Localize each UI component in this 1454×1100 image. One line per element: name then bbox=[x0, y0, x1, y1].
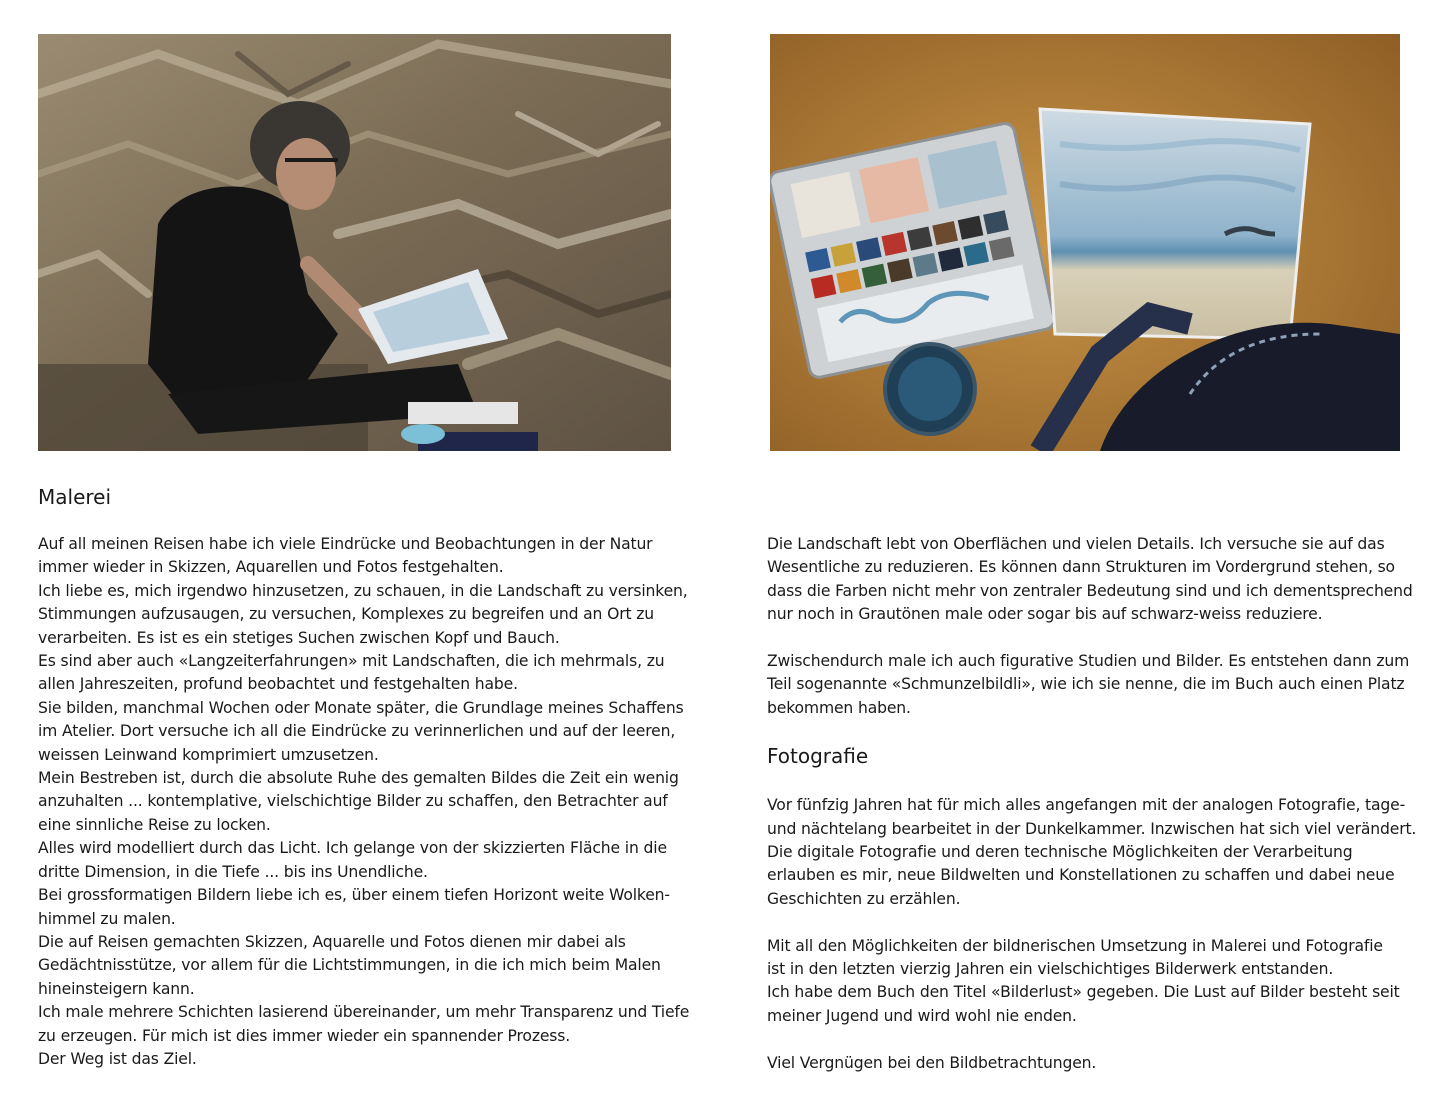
text-line: himmel zu malen. bbox=[38, 909, 176, 928]
text-line: dass die Farben nicht mehr von zentraler Bedeutung sind und ich dementsprechend bbox=[767, 581, 1413, 600]
text-line: Es sind aber auch «Langzeiterfahrungen» mit Landschaften, die ich mehrmals, zu bbox=[38, 652, 665, 671]
paragraph-gap bbox=[767, 911, 1447, 934]
text-line: im Atelier. Dort versuche ich all die Eindrücke zu verinnerlichen und auf der leeren, bbox=[38, 722, 676, 741]
photography-heading: Fotografie bbox=[767, 744, 869, 769]
text-line: dritte Dimension, in die Tiefe ... bis ins Unendliche. bbox=[38, 862, 428, 881]
text-line: Sie bilden, manchmal Wochen oder Monate später, die Grundlage meines Schaffens bbox=[38, 698, 684, 717]
text-line: Gedächtnisstütze, vor allem für die Lichtstimmungen, in die ich mich beim Malen bbox=[38, 956, 661, 975]
text-line: Die auf Reisen gemachten Skizzen, Aquarelle und Fotos dienen mir dabei als bbox=[38, 932, 626, 951]
text-line: Die digitale Fotografie und deren technische Möglichkeiten der Verarbeitung bbox=[767, 843, 1353, 862]
paragraph-gap bbox=[767, 1028, 1447, 1051]
closing-paragraph bbox=[767, 1052, 1447, 1075]
text-line: allen Jahreszeiten, profund beobachtet und festgehalten habe. bbox=[38, 675, 518, 694]
painting-section bbox=[38, 482, 728, 1071]
text-line: bekommen haben. bbox=[767, 698, 911, 717]
text-line: Die Landschaft lebt von Oberflächen und vielen Details. Ich versuche sie auf das bbox=[767, 535, 1385, 553]
text-line: Ich male mehrere Schichten lasierend übereinander, um mehr Transparenz und Tiefe bbox=[38, 1003, 690, 1022]
text-line: Ich liebe es, mich irgendwo hinzusetzen, zu schauen, in die Landschaft zu versinken, bbox=[38, 581, 688, 600]
text-line: erlauben es mir, neue Bildwelten und Konstellationen zu schaffen und dabei neue bbox=[767, 866, 1395, 885]
text-line: nur noch in Grautönen male oder sogar bis auf schwarz-weiss reduziere. bbox=[767, 605, 1323, 624]
text-line: Geschichten zu erzählen. bbox=[767, 889, 961, 908]
text-line: zu erzeugen. Für mich ist dies immer wieder ein spannender Prozess. bbox=[38, 1026, 571, 1045]
text-line: Vor fünfzig Jahren hat für mich alles angefangen mit der analogen Fotografie, tage- bbox=[767, 796, 1406, 815]
text-line: Zwischendurch male ich auch figurative Studien und Bilder. Es entstehen dann zum bbox=[767, 652, 1410, 671]
paragraph-gap bbox=[767, 627, 1447, 650]
text-line: verarbeiten. Es ist es ein stetiges Suchen zwischen Kopf und Bauch. bbox=[38, 628, 560, 647]
text-line: anzuhalten ... kontemplative, vielschichtige Bilder zu schaffen, den Betrachter auf bbox=[38, 792, 668, 811]
figurative-paragraph bbox=[767, 650, 1447, 720]
text-line: Auf all meinen Reisen habe ich viele Eindrücke und Beobachtungen in der Natur bbox=[38, 535, 653, 553]
painter-photo-illustration bbox=[38, 34, 671, 451]
paintbox-photo-illustration bbox=[770, 34, 1400, 451]
text-line: Der Weg ist das Ziel. bbox=[38, 1049, 197, 1068]
text-line: ist in den letzten vierzig Jahren ein vielschichtiges Bilderwerk entstanden. bbox=[767, 960, 1334, 979]
text-line: eine sinnliche Reise zu locken. bbox=[38, 815, 271, 834]
text-line: weissen Leinwand komprimiert umzusetzen. bbox=[38, 745, 379, 764]
text-line: Mit all den Möglichkeiten der bildnerischen Umsetzung in Malerei und Fotografie bbox=[767, 936, 1383, 955]
painting-heading: Malerei bbox=[38, 485, 112, 509]
landscape-paragraph bbox=[767, 533, 1447, 627]
text-line: immer wieder in Skizzen, Aquarellen und Fotos festgehalten. bbox=[38, 558, 504, 577]
text-line: Alles wird modelliert durch das Licht. Ich gelange von der skizzierten Fläche in die bbox=[38, 839, 667, 858]
text-line: Ich habe dem Buch den Titel «Bilderlust» gegeben. Die Lust auf Bilder besteht seit bbox=[767, 983, 1400, 1002]
text-line: und nächtelang bearbeitet in der Dunkelkammer. Inzwischen hat sich viel verändert. bbox=[767, 819, 1417, 838]
text-line: Stimmungen aufzusaugen, zu versuchen, Komplexes zu begreifen und an Ort zu bbox=[38, 605, 655, 624]
painting-paragraph bbox=[38, 533, 728, 1071]
text-line: hineinsteigern kann. bbox=[38, 979, 195, 998]
text-line: Viel Vergnügen bei den Bildbetrachtungen. bbox=[767, 1053, 1097, 1072]
watercolor-paintbox-photo bbox=[770, 34, 1400, 451]
landscape-and-photography-section bbox=[767, 533, 1447, 1075]
text-line: meiner Jugend und wird wohl nie enden. bbox=[767, 1006, 1077, 1025]
photography-paragraph bbox=[767, 794, 1447, 911]
text-line: Mein Bestreben ist, durch die absolute Ruhe des gemalten Bildes die Zeit ein wenig bbox=[38, 769, 679, 788]
text-line: Teil sogenannte «Schmunzelbildli», wie ich sie nenne, die im Buch auch einen Platz bbox=[767, 675, 1405, 694]
text-line: Wesentliche zu reduzieren. Es können dann Strukturen im Vordergrund stehen, so bbox=[767, 558, 1395, 577]
summary-paragraph bbox=[767, 935, 1447, 1029]
text-line: Bei grossformatigen Bildern liebe ich es, über einem tiefen Horizont weite Wolken- bbox=[38, 886, 670, 905]
painter-on-rocks-photo bbox=[38, 34, 671, 451]
